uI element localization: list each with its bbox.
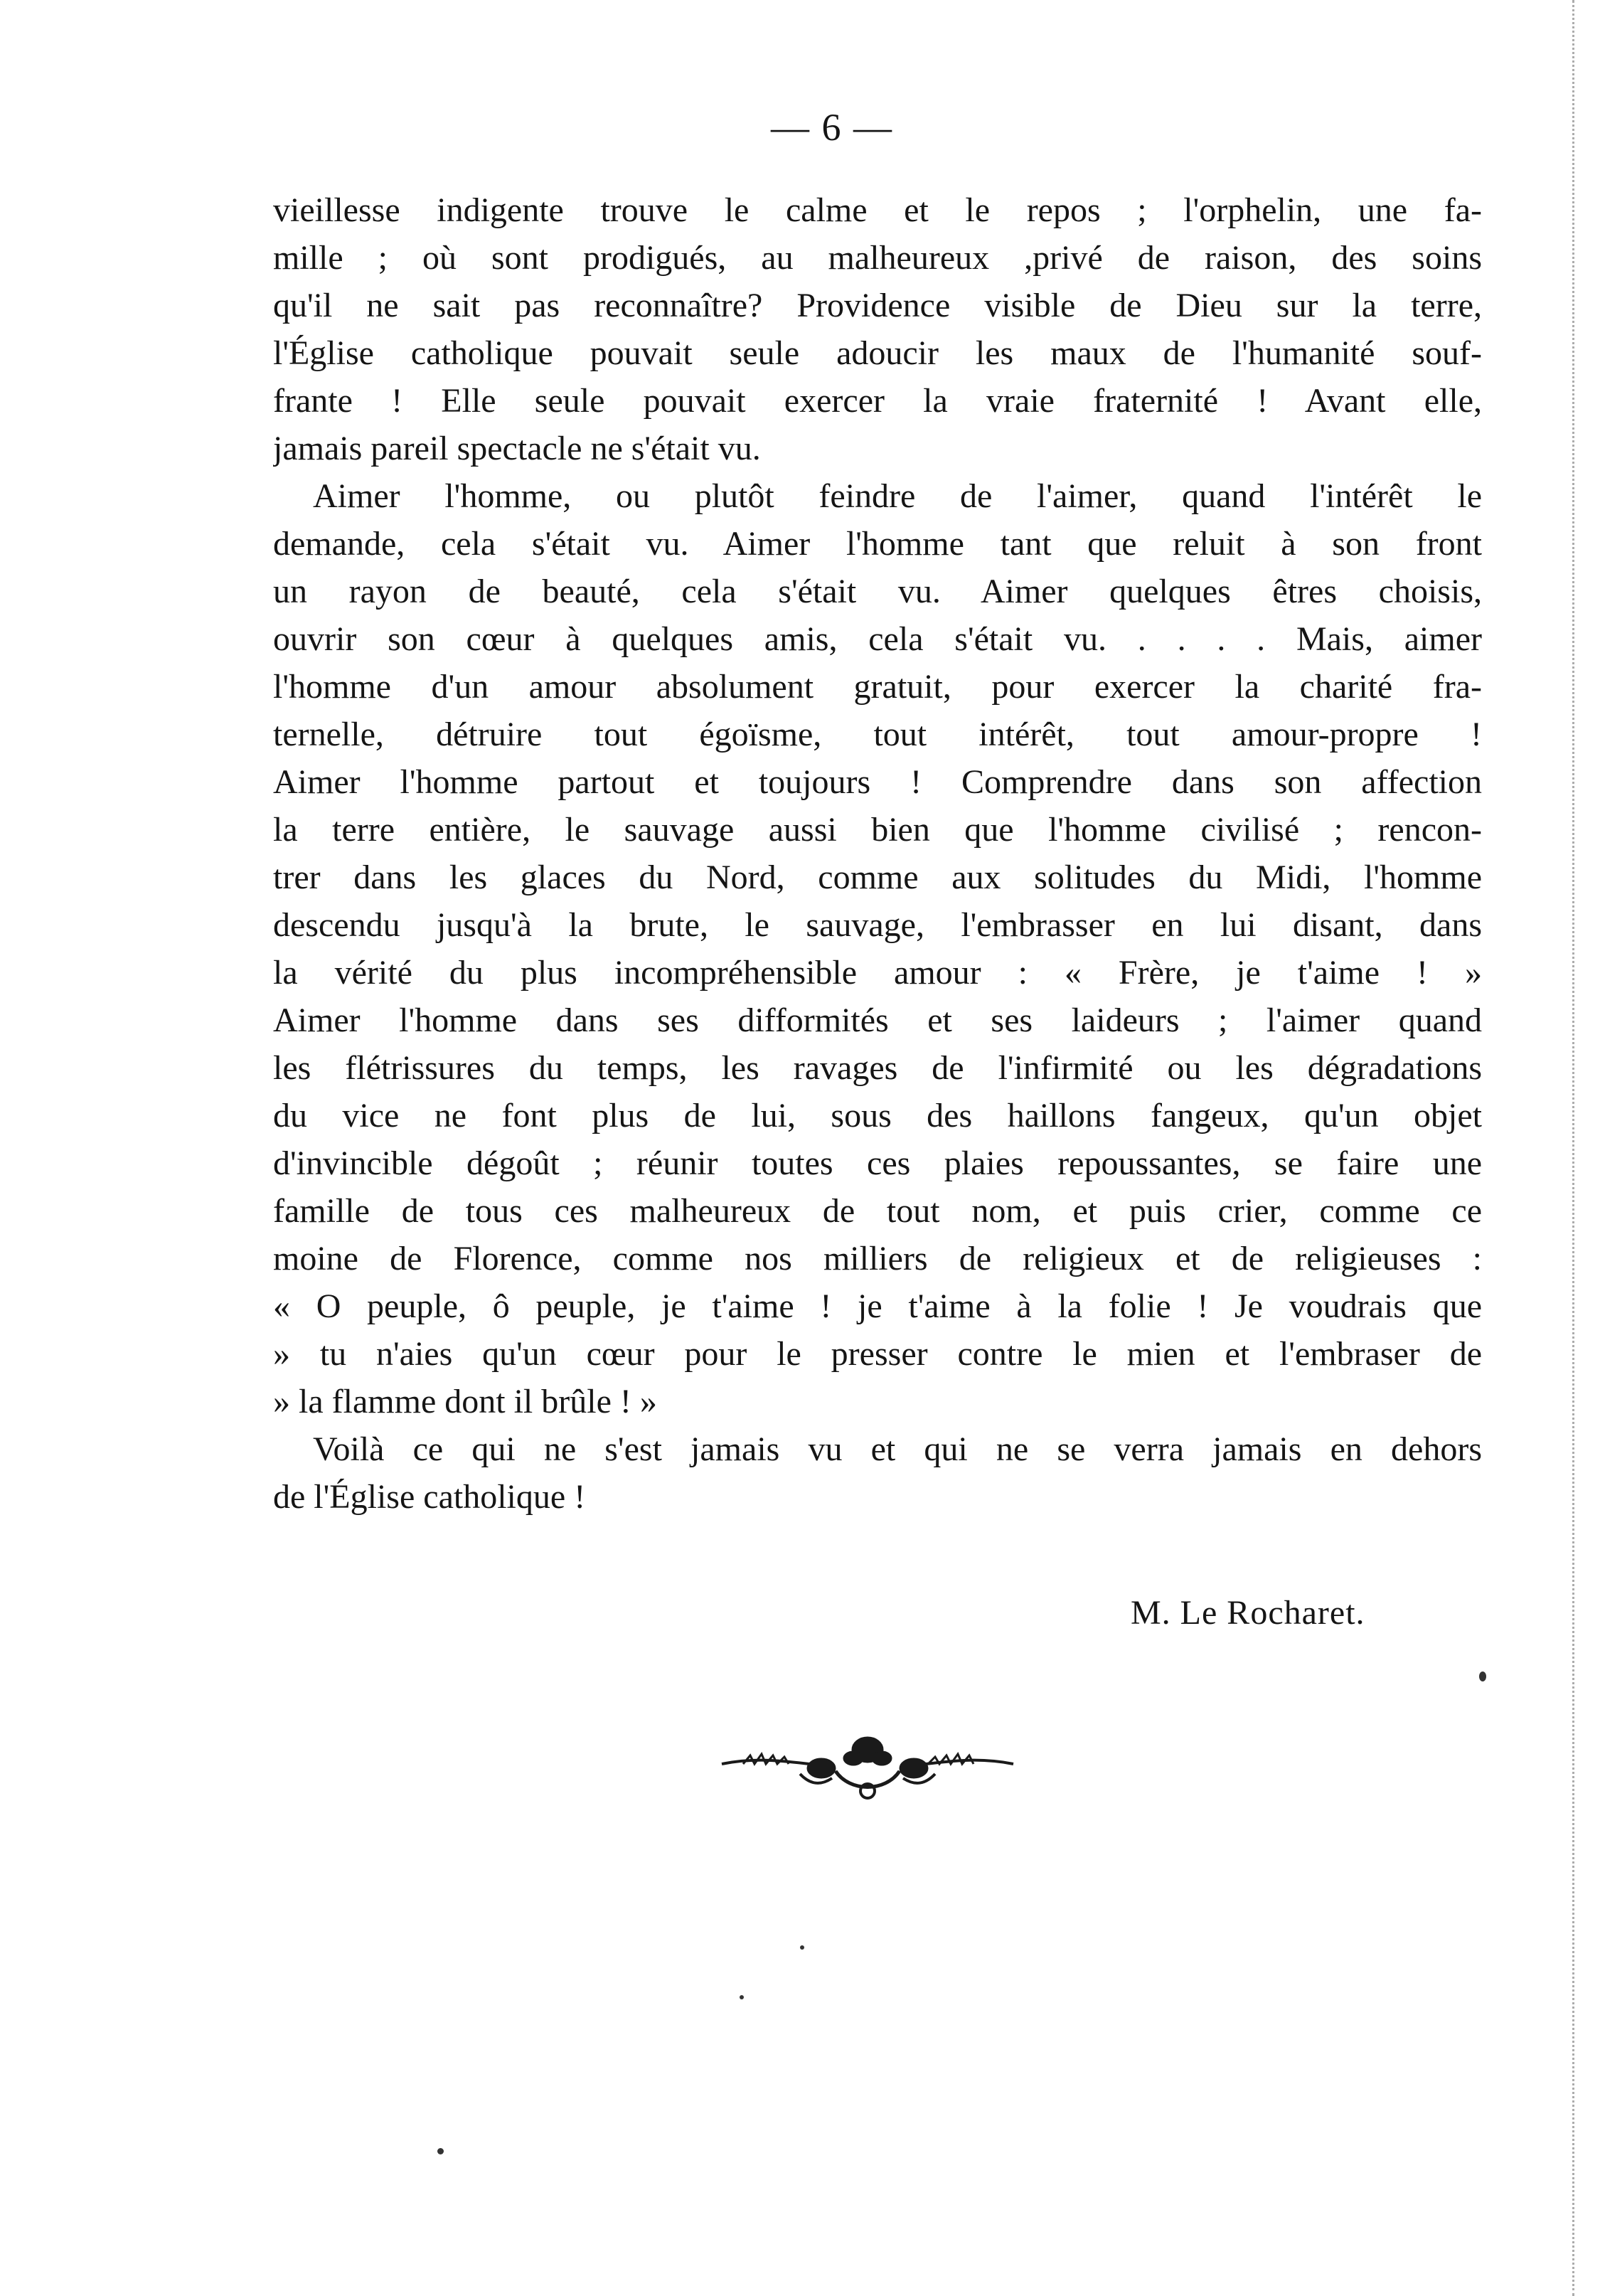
text-line: trer dans les glaces du Nord, comme aux solitudes du Midi, l'homme bbox=[273, 859, 1482, 896]
body-text bbox=[273, 186, 1482, 1521]
text-line: Aimer l'homme dans ses difformités et ses laideurs ; l'aimer quand bbox=[273, 1001, 1482, 1039]
text-line: d'invincible dégoût ; réunir toutes ces plaies repoussantes, se faire une bbox=[273, 1144, 1482, 1182]
paper-speck bbox=[800, 1945, 804, 1950]
text-line: demande, cela s'était vu. Aimer l'homme tant que reluit à son front bbox=[273, 525, 1482, 563]
text-line: » tu n'aies qu'un cœur pour le presser contre le mien et l'embraser de bbox=[273, 1335, 1482, 1373]
text-line: la vérité du plus incompréhensible amour : « Frère, je t'aime ! » bbox=[273, 954, 1482, 992]
page-number: — 6 — bbox=[771, 106, 893, 149]
text-line: l'homme d'un amour absolument gratuit, pour exercer la charité fra- bbox=[273, 668, 1482, 706]
text-line: vieillesse indigente trouve le calme et le repos ; l'orphelin, une fa- bbox=[273, 191, 1482, 229]
paper-speck bbox=[437, 2148, 444, 2154]
text-line: » la flamme dont il brûle ! » bbox=[273, 1383, 657, 1420]
paper-speck bbox=[740, 1995, 744, 1999]
text-line: Voilà ce qui ne s'est jamais vu et qui ne se verra jamais en dehors bbox=[313, 1430, 1482, 1468]
text-line: ternelle, détruire tout égoïsme, tout intérêt, tout amour-propre ! bbox=[273, 716, 1482, 753]
text-line: qu'il ne sait pas reconnaître? Providence visible de Dieu sur la terre, bbox=[273, 287, 1482, 324]
text-line: « O peuple, ô peuple, je t'aime ! je t'aime à la folie ! Je voudrais que bbox=[273, 1287, 1482, 1325]
paper-speck bbox=[1479, 1671, 1486, 1681]
text-line: jamais pareil spectacle ne s'était vu. bbox=[273, 430, 761, 467]
text-line: moine de Florence, comme nos milliers de religieux et de religieuses : bbox=[273, 1240, 1482, 1277]
text-line: de l'Église catholique ! bbox=[273, 1478, 586, 1516]
text-line: mille ; où sont prodigués, au malheureux ,privé de raison, des soins bbox=[273, 239, 1482, 277]
text-line: Aimer l'homme, ou plutôt feindre de l'aimer, quand l'intérêt le bbox=[313, 477, 1482, 515]
author-signature: M. Le Rocharet. bbox=[1131, 1594, 1365, 1632]
text-line: ouvrir son cœur à quelques amis, cela s'était vu. . . . . Mais, aimer bbox=[273, 620, 1482, 658]
text-line: frante ! Elle seule pouvait exercer la vraie fraternité ! Avant elle, bbox=[273, 382, 1482, 420]
text-line: un rayon de beauté, cela s'était vu. Aimer quelques êtres choisis, bbox=[273, 573, 1482, 610]
text-line: descendu jusqu'à la brute, le sauvage, l'embrasser en lui disant, dans bbox=[273, 906, 1482, 944]
text-line: du vice ne font plus de lui, sous des haillons fangeux, qu'un objet bbox=[273, 1097, 1482, 1134]
text-line: les flétrissures du temps, les ravages de l'infirmité ou les dégradations bbox=[273, 1049, 1482, 1087]
text-line: la terre entière, le sauvage aussi bien que l'homme civilisé ; rencon- bbox=[273, 811, 1482, 849]
page-edge bbox=[1572, 0, 1600, 2296]
text-line: l'Église catholique pouvait seule adoucir les maux de l'humanité souf- bbox=[273, 334, 1482, 372]
text-line: Aimer l'homme partout et toujours ! Comprendre dans son affection bbox=[273, 763, 1482, 801]
fleuron-icon bbox=[715, 1728, 1020, 1807]
text-line: famille de tous ces malheureux de tout nom, et puis crier, comme ce bbox=[273, 1192, 1482, 1230]
